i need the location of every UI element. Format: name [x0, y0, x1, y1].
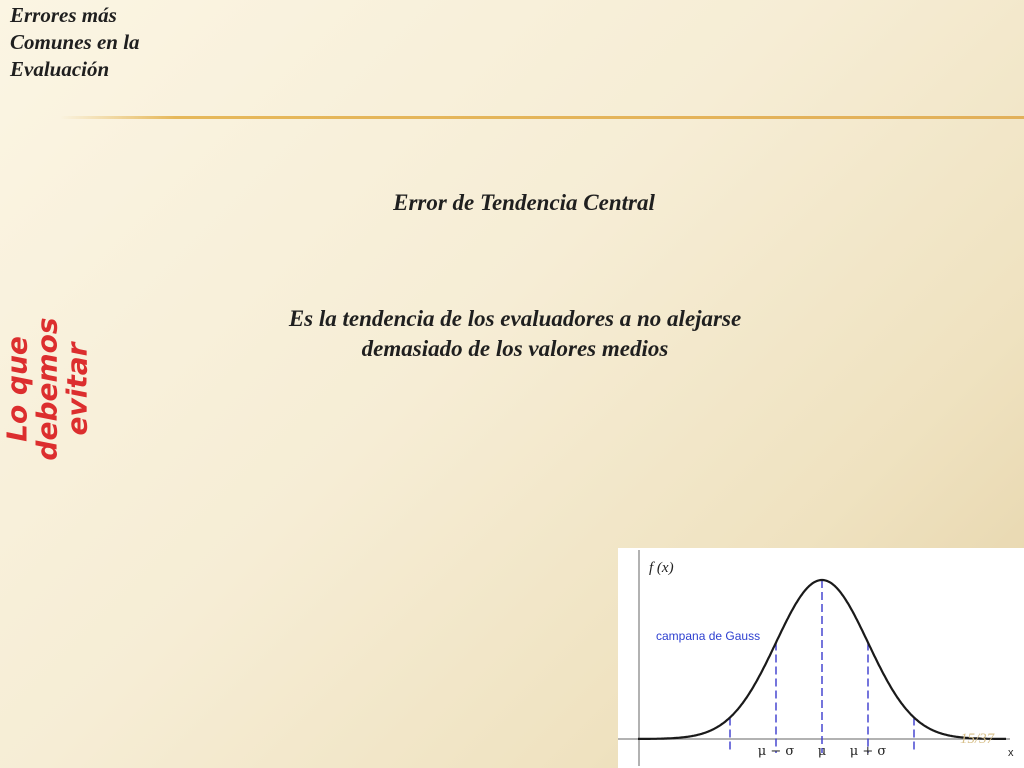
reference-lines — [730, 580, 914, 753]
tick-labels — [758, 744, 887, 759]
slide-heading: Error de Tendencia Central — [393, 190, 655, 215]
tick-label-2: μ + σ — [849, 744, 887, 759]
y-axis-label: f (x) — [649, 560, 674, 576]
definition-text: Es la tendencia de los evaluadores a no alejarse demasiado de los valores medios — [288, 306, 742, 361]
page-number: 15/37 — [960, 731, 995, 747]
tick-label-0: μ − σ — [757, 744, 795, 759]
title-divider — [60, 116, 1024, 119]
x-axis-label: x — [1008, 747, 1014, 759]
topic-title: Errores más Comunes en la Evaluación — [10, 3, 140, 81]
tick-label-1: μ — [817, 744, 827, 759]
side-label: Lo que debemos evitar — [1, 317, 95, 461]
curve-label: campana de Gauss — [656, 629, 761, 643]
side-label-container — [1, 258, 95, 520]
